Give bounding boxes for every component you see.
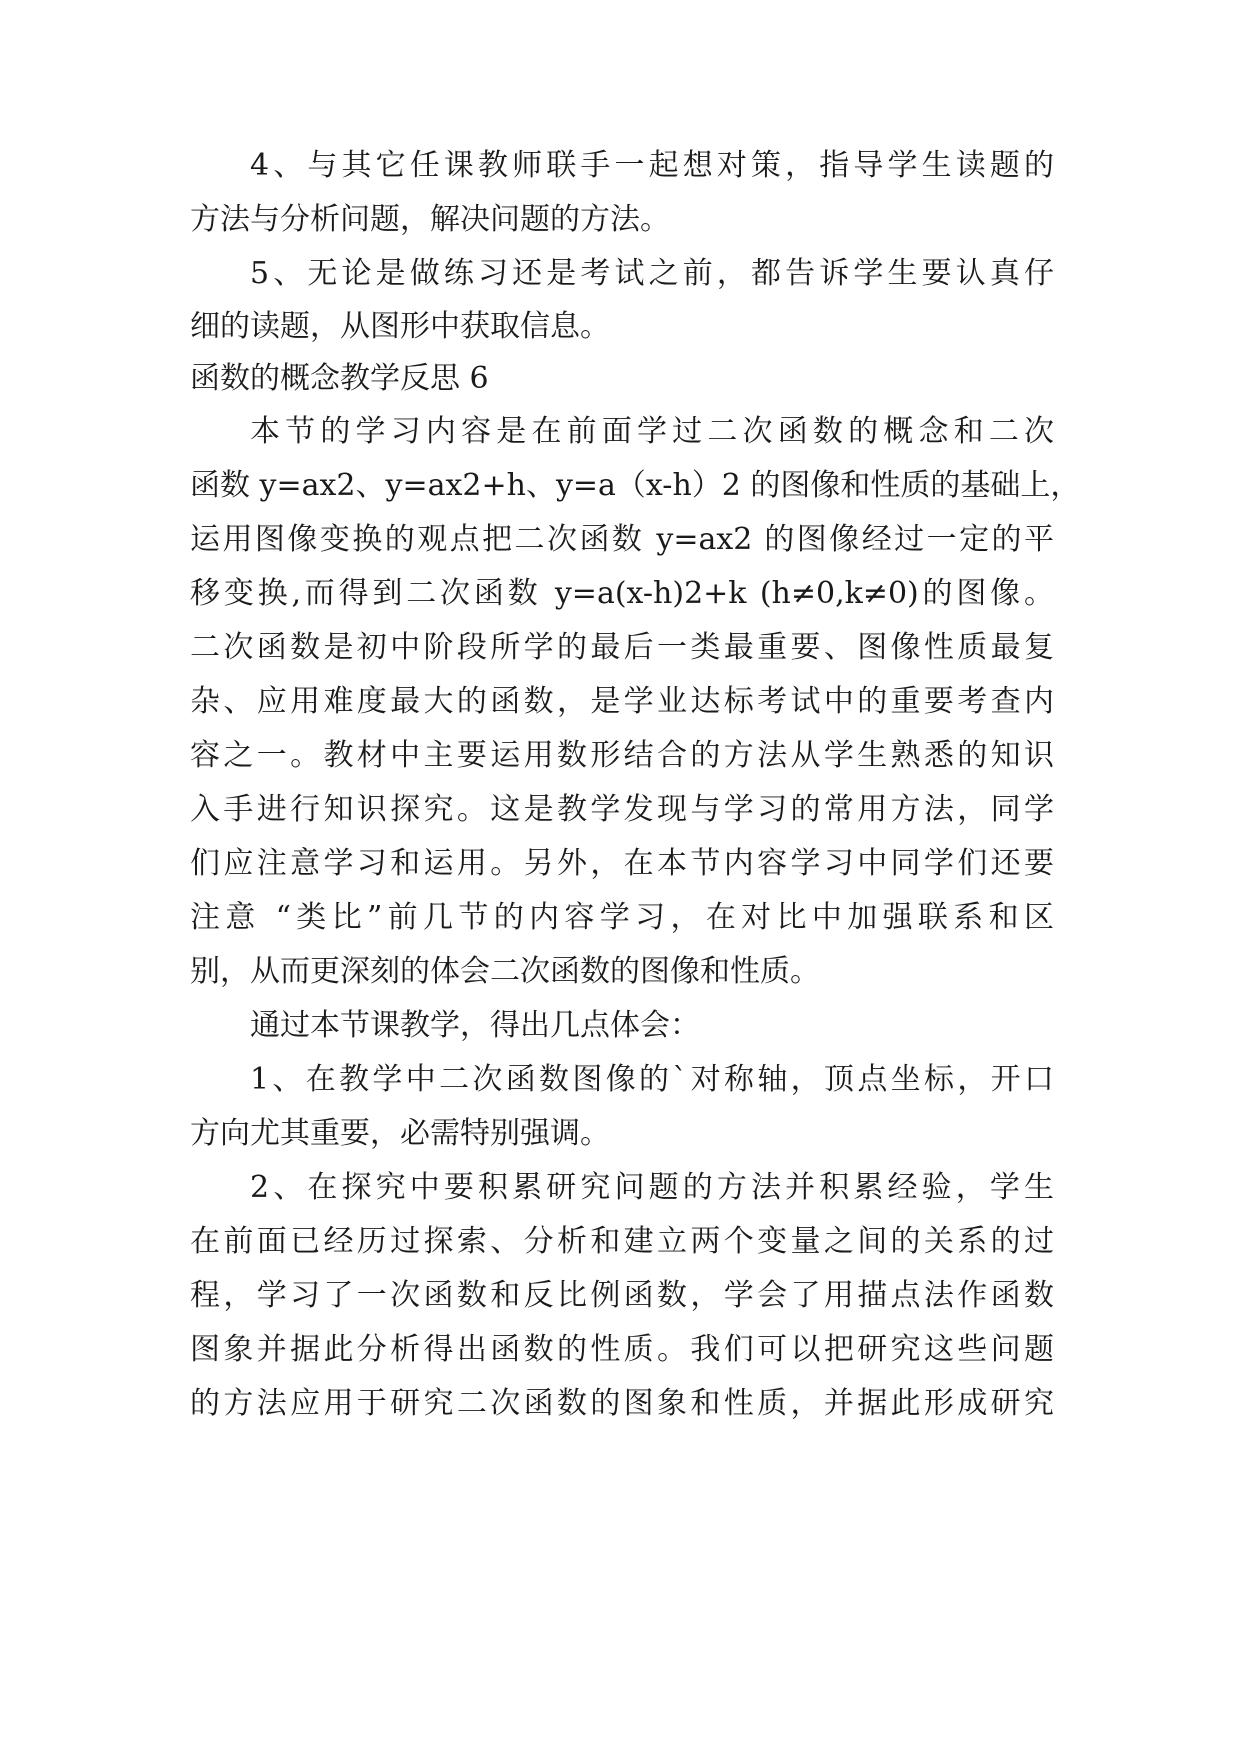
paragraph-line: 本节的学习内容是在前面学过二次函数的概念和二次 [250,414,1054,449]
paragraph-line: 的方法应用于研究二次函数的图象和性质，并据此形成研究 [190,1386,1054,1421]
paragraph-line: 在前面已经历过探索、分析和建立两个变量之间的关系的过 [190,1224,1054,1259]
paragraph-line: 移变换,而得到二次函数 y=a(x-h)2+k (h≠0,k≠0)的图像。 [190,576,1054,611]
paragraph-line: 2、在探究中要积累研究问题的方法并积累经验，学生 [250,1170,1054,1205]
paragraph-line: 方向尤其重要，必需特别强调。 [190,1116,610,1151]
paragraph-line: 通过本节课教学，得出几点体会： [250,1008,700,1043]
paragraph-line: 细的读题，从图形中获取信息。 [190,309,610,344]
paragraph-line: 4、与其它任课教师联手一起想对策，指导学生读题的 [250,148,1054,183]
paragraph-line: 注意 “类比”前几节的内容学习，在对比中加强联系和区 [190,900,1054,935]
paragraph-line: 方法与分析问题，解决问题的方法。 [190,202,670,237]
paragraph-line: 杂、应用难度最大的函数，是学业达标考试中的重要考查内 [190,684,1054,719]
paragraph-line: 入手进行知识探究。这是教学发现与学习的常用方法，同学 [190,792,1054,827]
paragraph-line: 程，学习了一次函数和反比例函数，学会了用描点法作函数 [190,1278,1054,1313]
paragraph-line: 别，从而更深刻的体会二次函数的图像和性质。 [190,954,820,989]
paragraph-line: 1、在教学中二次函数图像的`对称轴，顶点坐标，开口 [250,1062,1054,1097]
paragraph-line: 容之一。教材中主要运用数形结合的方法从学生熟悉的知识 [190,738,1054,773]
paragraph-line: 图象并据此分析得出函数的性质。我们可以把研究这些问题 [190,1332,1054,1367]
section-heading: 函数的概念教学反思 6 [190,361,489,396]
paragraph-line: 运用图像变换的观点把二次函数 y=ax2 的图像经过一定的平 [190,522,1054,557]
paragraph-line: 5、无论是做练习还是考试之前，都告诉学生要认真仔 [250,256,1054,291]
paragraph-line: 二次函数是初中阶段所学的最后一类最重要、图像性质最复 [190,630,1054,665]
paragraph-line: 函数 y=ax2、y=ax2+h、y=a（x-h）2 的图像和性质的基础上， [190,468,1081,503]
paragraph-line: 们应注意学习和运用。另外，在本节内容学习中同学们还要 [190,846,1054,881]
